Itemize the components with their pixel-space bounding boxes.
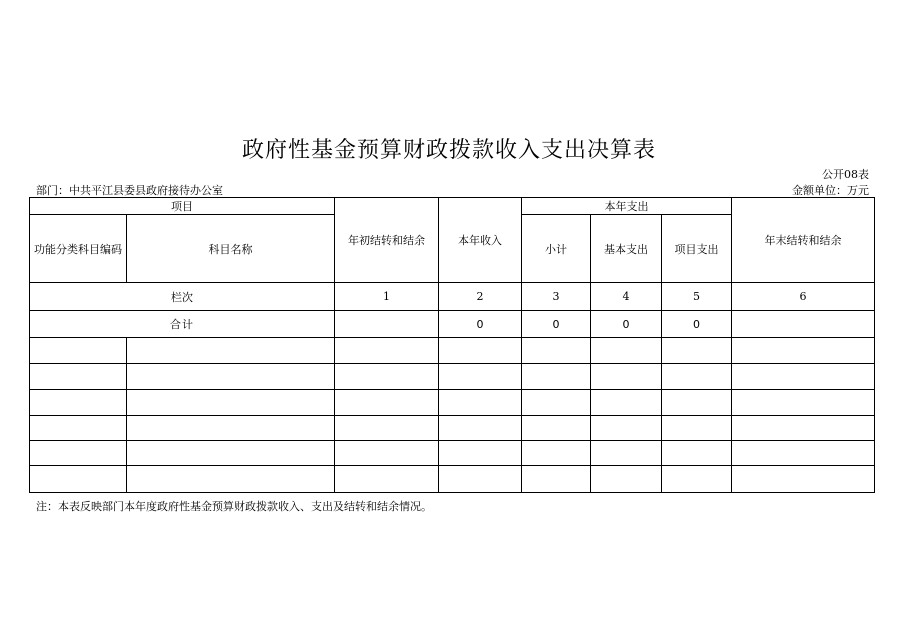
- header-project-exp: 项目支出: [662, 215, 732, 283]
- report-title: 政府性基金预算财政拨款收入支出决算表: [241, 138, 656, 163]
- table-cell: [522, 338, 591, 364]
- header-func-code: 功能分类科目编码: [30, 215, 127, 283]
- table-cell: [127, 416, 335, 441]
- table-cell: [335, 390, 439, 416]
- total-row: [30, 311, 875, 338]
- table-cell: [30, 466, 127, 493]
- table-cell: [662, 364, 732, 390]
- form-number: 公开08表: [822, 168, 869, 181]
- header-project: 项目: [30, 198, 335, 215]
- table-row: [30, 364, 875, 390]
- table-cell: [662, 441, 732, 466]
- table-row: [30, 416, 875, 441]
- table-cell: [127, 364, 335, 390]
- header-expense-group: 本年支出: [522, 198, 732, 215]
- table-cell: [662, 390, 732, 416]
- table-cell: [662, 466, 732, 493]
- table-row: [30, 466, 875, 493]
- table-cell: [522, 390, 591, 416]
- total-label: 合计: [30, 311, 335, 338]
- total-basic: 0: [591, 311, 662, 338]
- col-row-label: 栏次: [30, 283, 335, 311]
- header-subtotal: 小计: [522, 215, 591, 283]
- table-cell: [732, 364, 875, 390]
- table-cell: [439, 390, 522, 416]
- table-cell: [335, 364, 439, 390]
- table-cell: [335, 416, 439, 441]
- table-cell: [30, 441, 127, 466]
- table-cell: [127, 390, 335, 416]
- col-number: 3: [522, 283, 591, 311]
- table-cell: [335, 466, 439, 493]
- department-label: 部门：中共平江县委县政府接待办公室: [36, 184, 223, 197]
- table-cell: [591, 364, 662, 390]
- total-project-exp: 0: [662, 311, 732, 338]
- table-cell: [30, 338, 127, 364]
- table-cell: [439, 441, 522, 466]
- table-cell: [30, 416, 127, 441]
- total-subtotal: 0: [522, 311, 591, 338]
- table-cell: [335, 338, 439, 364]
- table-cell: [335, 441, 439, 466]
- footnote: 注：本表反映部门本年度政府性基金预算财政拨款收入、支出及结转和结余情况。: [36, 500, 432, 513]
- table-cell: [591, 466, 662, 493]
- header-basic: 基本支出: [591, 215, 662, 283]
- table-cell: [732, 466, 875, 493]
- unit-label: 金额单位：万元: [792, 184, 869, 197]
- table-cell: [522, 466, 591, 493]
- table-cell: [439, 416, 522, 441]
- table-cell: [522, 441, 591, 466]
- table-cell: [439, 338, 522, 364]
- table-cell: [662, 338, 732, 364]
- table-cell: [127, 441, 335, 466]
- total-end-balance: [732, 311, 875, 338]
- table-cell: [30, 364, 127, 390]
- table-cell: [591, 390, 662, 416]
- table-cell: [732, 390, 875, 416]
- table-row: [30, 338, 875, 364]
- table-cell: [127, 338, 335, 364]
- table-row: [30, 390, 875, 416]
- col-number: 1: [335, 283, 439, 311]
- budget-table: [29, 197, 875, 493]
- total-begin-balance: [335, 311, 439, 338]
- col-number: 2: [439, 283, 522, 311]
- header-end-balance: 年末结转和结余: [732, 198, 875, 283]
- table-row: [30, 441, 875, 466]
- table-cell: [591, 441, 662, 466]
- header-begin-balance: 年初结转和结余: [335, 198, 439, 283]
- header-subject-name: 科目名称: [127, 215, 335, 283]
- table-cell: [732, 338, 875, 364]
- table-cell: [662, 416, 732, 441]
- table-cell: [522, 364, 591, 390]
- table-cell: [591, 338, 662, 364]
- total-income: 0: [439, 311, 522, 338]
- table-cell: [30, 390, 127, 416]
- table-cell: [127, 466, 335, 493]
- col-number: 4: [591, 283, 662, 311]
- col-number: 6: [732, 283, 875, 311]
- table-cell: [732, 416, 875, 441]
- table-cell: [732, 441, 875, 466]
- table-cell: [522, 416, 591, 441]
- col-number: 5: [662, 283, 732, 311]
- table-cell: [439, 364, 522, 390]
- header-income: 本年收入: [439, 198, 522, 283]
- column-number-row: [30, 283, 875, 311]
- table-cell: [591, 416, 662, 441]
- table-cell: [439, 466, 522, 493]
